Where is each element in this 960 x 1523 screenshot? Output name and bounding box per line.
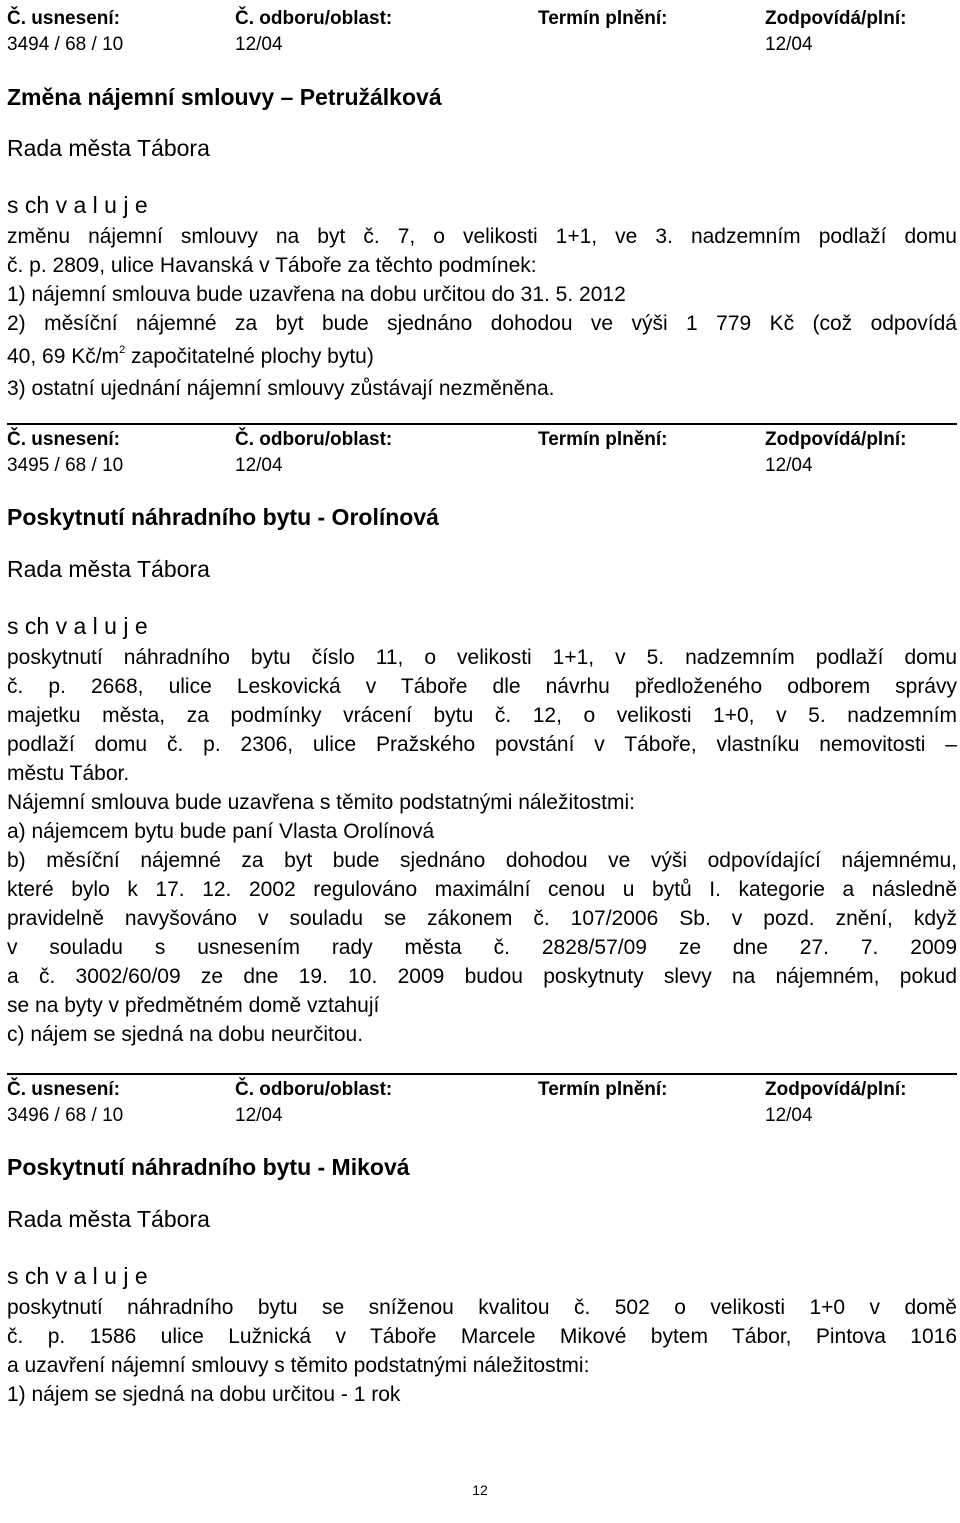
body-line: 3) ostatní ujednání nájemní smlouvy zůstávají nezměněna. <box>7 377 555 400</box>
label-resolution-no: Č. usnesení: <box>7 1079 120 1100</box>
label-responsible: Zodpovídá/plní: <box>765 8 907 29</box>
department-code: 12/04 <box>235 455 283 476</box>
body-line: se na byty v předmětném domě vztahují <box>7 994 380 1017</box>
body-line: majetku města, za podmínky vrácení bytu č. 12, o velikosti 1+0, v 5. nadzemním <box>7 704 957 727</box>
section-divider <box>7 423 957 425</box>
page-number: 12 <box>472 1482 488 1498</box>
approves-label: s ch v a l u j e <box>7 1263 148 1289</box>
body-line: a č. 3002/60/09 ze dne 19. 10. 2009 budou poskytnuty slevy na nájemném, pokud <box>7 965 957 988</box>
label-responsible: Zodpovídá/plní: <box>765 429 907 450</box>
label-department: Č. odboru/oblast: <box>235 1079 393 1100</box>
department-code: 12/04 <box>235 1105 283 1126</box>
responsible-code: 12/04 <box>765 1105 813 1126</box>
label-deadline: Termín plnění: <box>538 1079 668 1100</box>
responsible-code: 12/04 <box>765 455 813 476</box>
body-line: pravidelně navyšováno v souladu se zákonem č. 107/2006 Sb. v pozd. znění, když <box>7 907 957 930</box>
body-line: 1) nájemní smlouva bude uzavřena na dobu určitou do 31. 5. 2012 <box>7 283 626 306</box>
label-deadline: Termín plnění: <box>538 429 668 450</box>
department-code: 12/04 <box>235 34 283 55</box>
body-line: b) měsíční nájemné za byt bude sjednáno dohodou ve výši odpovídající nájemnému, <box>7 849 957 872</box>
approves-label: s ch v a l u j e <box>7 192 148 218</box>
resolution-number: 3495 / 68 / 10 <box>7 455 124 476</box>
body-line: č. p. 2809, ulice Havanská v Táboře za těchto podmínek: <box>7 254 537 277</box>
body-line: v souladu s usnesením rady města č. 2828/57/09 ze dne 27. 7. 2009 <box>7 936 957 959</box>
resolution-header-labels <box>7 1079 957 1105</box>
section-body <box>7 643 957 1049</box>
section-divider <box>7 1073 957 1075</box>
resolution-number: 3494 / 68 / 10 <box>7 34 124 55</box>
text-fragment: 40, 69 Kč/m <box>7 345 120 368</box>
body-line: c) nájem se sjedná na dobu neurčitou. <box>7 1023 364 1046</box>
label-resolution-no: Č. usnesení: <box>7 429 120 450</box>
body-line: 2) měsíční nájemné za byt bude sjednáno dohodou ve výši 1 779 Kč (což odpovídá <box>7 312 957 335</box>
approves-label: s ch v a l u j e <box>7 613 148 639</box>
section-body <box>7 1293 957 1409</box>
body-line: poskytnutí náhradního bytu se sníženou kvalitou č. 502 o velikosti 1+0 v domě <box>7 1296 957 1319</box>
body-line: 1) nájem se sjedná na dobu určitou - 1 rok <box>7 1383 401 1406</box>
resolution-header-values <box>7 1105 957 1131</box>
body-line: a) nájemcem bytu bude paní Vlasta Orolínová <box>7 820 435 843</box>
council-name: Rada města Tábora <box>7 135 210 161</box>
resolution-header-values <box>7 34 957 60</box>
label-deadline: Termín plnění: <box>538 8 668 29</box>
text-fragment: započitatelné plochy bytu) <box>125 345 374 368</box>
body-line: a uzavření nájemní smlouvy s těmito podstatnými náležitostmi: <box>7 1354 590 1377</box>
body-line: které bylo k 17. 12. 2002 regulováno maximální cenou u bytů I. kategorie a následně <box>7 878 957 901</box>
resolution-header-labels <box>7 8 957 34</box>
label-department: Č. odboru/oblast: <box>235 429 393 450</box>
body-line <box>7 338 957 374</box>
section-title: Poskytnutí náhradního bytu - Orolínová <box>7 504 439 530</box>
label-resolution-no: Č. usnesení: <box>7 8 120 29</box>
council-name: Rada města Tábora <box>7 556 210 582</box>
council-name: Rada města Tábora <box>7 1206 210 1232</box>
section-title: Změna nájemní smlouvy – Petružálková <box>7 84 442 110</box>
resolution-number: 3496 / 68 / 10 <box>7 1105 124 1126</box>
body-line: změnu nájemní smlouvy na byt č. 7, o velikosti 1+1, ve 3. nadzemním podlaží domu <box>7 225 957 248</box>
label-responsible: Zodpovídá/plní: <box>765 1079 907 1100</box>
body-line: městu Tábor. <box>7 762 130 785</box>
section-title: Poskytnutí náhradního bytu - Miková <box>7 1154 410 1180</box>
body-line: č. p. 2668, ulice Leskovická v Táboře dle návrhu předloženého odborem správy <box>7 675 957 698</box>
superscript: 2 <box>119 344 126 356</box>
body-line: č. p. 1586 ulice Lužnická v Táboře Marcele Mikové bytem Tábor, Pintova 1016 <box>7 1325 957 1348</box>
body-line: poskytnutí náhradního bytu číslo 11, o velikosti 1+1, v 5. nadzemním podlaží domu <box>7 646 957 669</box>
label-department: Č. odboru/oblast: <box>235 8 393 29</box>
responsible-code: 12/04 <box>765 34 813 55</box>
resolution-header-values <box>7 455 957 481</box>
section-body <box>7 222 957 403</box>
body-line: Nájemní smlouva bude uzavřena s těmito podstatnými náležitostmi: <box>7 791 635 814</box>
body-line: podlaží domu č. p. 2306, ulice Pražského povstání v Táboře, vlastníku nemovitosti – <box>7 733 957 756</box>
resolution-header-labels <box>7 429 957 455</box>
